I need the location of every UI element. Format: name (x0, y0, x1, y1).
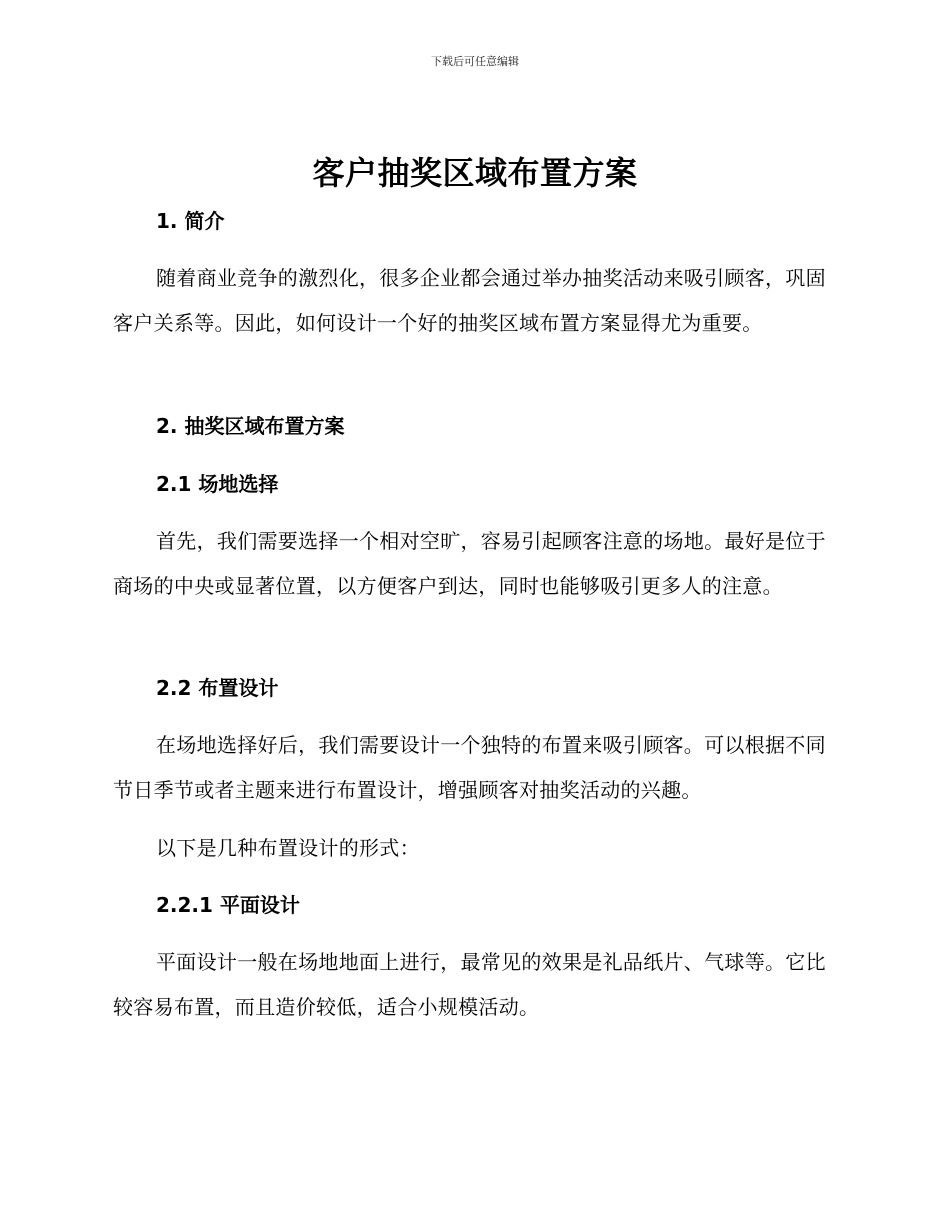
document-title: 客户抽奖区域布置方案 (312, 154, 638, 192)
section-heading-intro: 1. 简介 (156, 209, 225, 233)
paragraph-venue: 首先，我们需要选择一个相对空旷，容易引起顾客注意的场地。最好是位于商场的中央或显著位置，以方便客户到达，同时也能够吸引更多人的注意。 (113, 529, 826, 598)
page-header-note: 下载后可任意编辑 (431, 55, 519, 68)
section-heading-flat-design: 2.2.1 平面设计 (156, 893, 300, 917)
section-heading-venue: 2.1 场地选择 (156, 472, 279, 496)
paragraph-intro: 随着商业竞争的激烈化，很多企业都会通过举办抽奖活动来吸引顾客，巩固客户关系等。因此，如何设计一个好的抽奖区域布置方案显得尤为重要。 (113, 266, 826, 335)
paragraph-design: 在场地选择好后，我们需要设计一个独特的布置来吸引顾客。可以根据不同节日季节或者主题来进行布置设计，增强顾客对抽奖活动的兴趣。 (113, 733, 826, 802)
section-heading-design: 2.2 布置设计 (156, 676, 279, 700)
paragraph-forms: 以下是几种布置设计的形式： (156, 836, 420, 860)
paragraph-flat-design: 平面设计一般在场地地面上进行，最常见的效果是礼品纸片、气球等。它比较容易布置，而且造价较低，适合小规模活动。 (113, 950, 826, 1019)
section-heading-plan: 2. 抽奖区域布置方案 (156, 414, 345, 438)
